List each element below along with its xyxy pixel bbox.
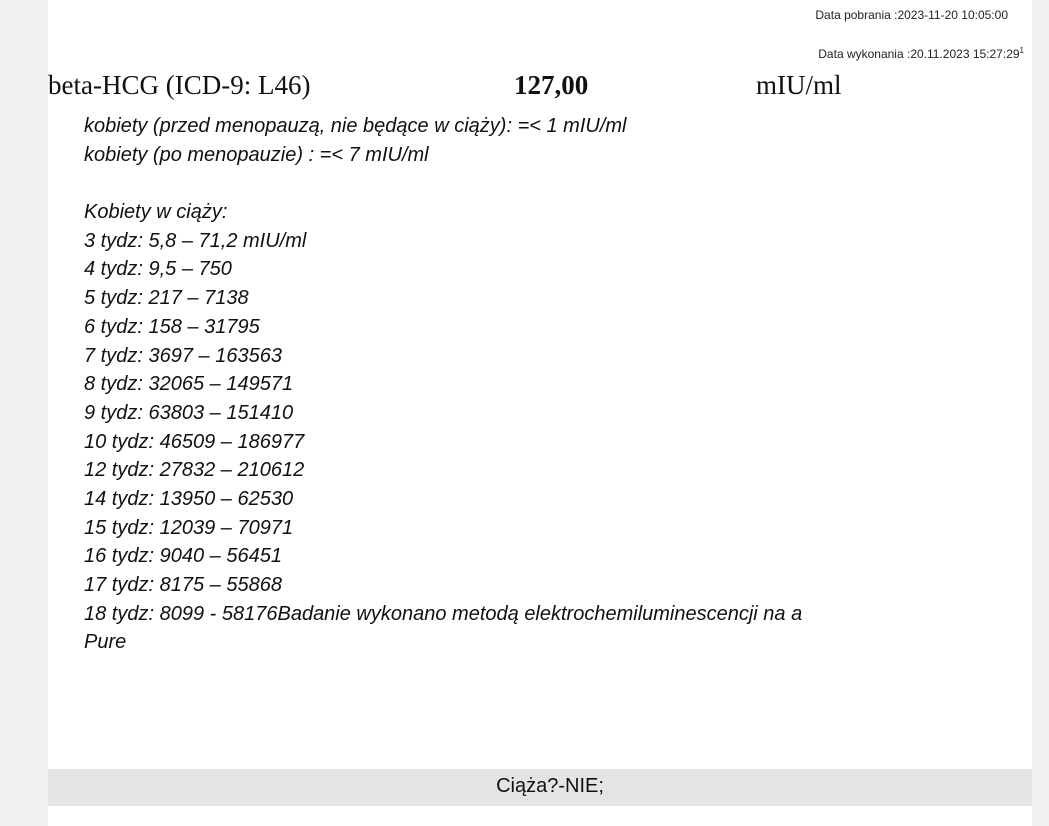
execution-date-value: 20.11.2023 15:27:29 — [910, 47, 1020, 61]
test-value: 127,00 — [514, 70, 589, 100]
method-continuation: Pure — [84, 631, 127, 654]
collection-date-label: Data pobrania : — [815, 8, 898, 22]
week-range: 8 tydz: 32065 – 149571 — [84, 373, 294, 396]
blank-line — [84, 169, 1032, 198]
execution-date-label: Data wykonania : — [818, 47, 911, 61]
week-range: 18 tydz: 8099 - 58176Badanie wykonano metodą elektrochemiluminescencji na a — [84, 602, 803, 625]
week-range: 12 tydz: 27832 – 210612 — [84, 459, 305, 482]
reference-ranges — [84, 112, 1032, 657]
week-range: 5 tydz: 217 – 7138 — [84, 287, 249, 310]
week-range: 4 tydz: 9,5 – 750 — [84, 258, 232, 281]
week-range: 3 tydz: 5,8 – 71,2 mIU/ml — [84, 229, 307, 252]
lab-report-page — [48, 0, 1032, 826]
reference-line: kobiety (po menopauzie) : =< 7 mIU/ml — [84, 143, 429, 166]
collection-date — [815, 8, 1008, 22]
result-row — [48, 70, 1032, 110]
reference-line: kobiety (przed menopauzą, nie będące w ciąży): =< 1 mIU/ml — [84, 115, 627, 137]
execution-date — [818, 46, 1024, 61]
week-range: 15 tydz: 12039 – 70971 — [84, 516, 294, 539]
collection-date-value: 2023-11-20 10:05:00 — [897, 8, 1008, 22]
week-range: 6 tydz: 158 – 31795 — [84, 315, 260, 338]
pregnancy-status-bar — [48, 769, 1032, 806]
week-range: 9 tydz: 63803 – 151410 — [84, 401, 294, 424]
pregnancy-status: Ciąża?-NIE; — [496, 775, 604, 797]
week-range: 7 tydz: 3697 – 163563 — [84, 344, 282, 367]
test-name: beta-HCG (ICD-9: L46) — [48, 70, 311, 100]
week-range: 14 tydz: 13950 – 62530 — [84, 487, 294, 510]
week-range: 17 tydz: 8175 – 55868 — [84, 574, 282, 596]
week-range: 16 tydz: 9040 – 56451 — [84, 545, 282, 568]
execution-date-marker: 1 — [1019, 46, 1024, 55]
test-unit: mIU/ml — [756, 70, 842, 100]
pregnancy-heading: Kobiety w ciąży: — [84, 201, 228, 224]
week-range: 10 tydz: 46509 – 186977 — [84, 430, 305, 453]
